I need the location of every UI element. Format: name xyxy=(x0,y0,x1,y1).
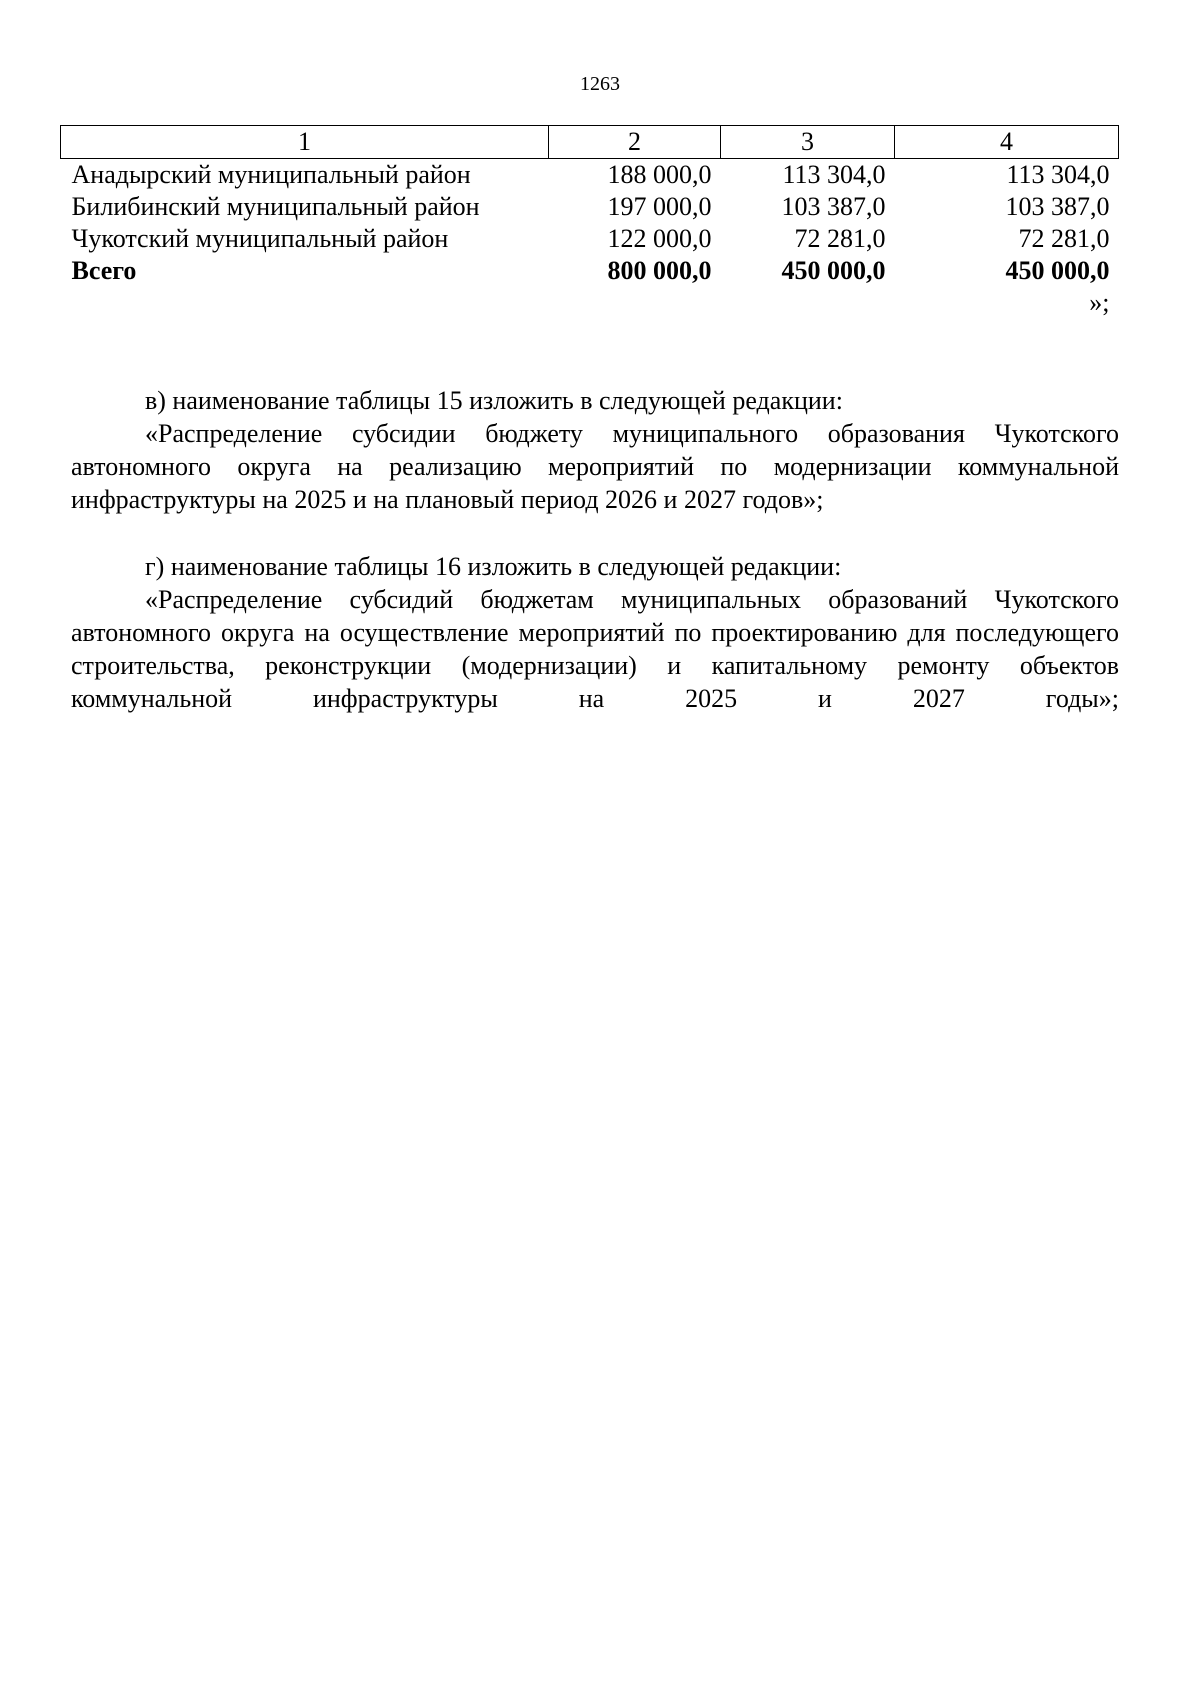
row-name: Чукотский муниципальный район xyxy=(71,224,449,253)
row-value-col2: 197 000,0 xyxy=(607,192,712,221)
table-row xyxy=(61,223,1119,255)
row-name: Анадырский муниципальный район xyxy=(71,160,471,189)
total-value-col3: 450 000,0 xyxy=(781,256,886,285)
table-row xyxy=(61,191,1119,223)
row-value-col2: 188 000,0 xyxy=(607,160,712,189)
header-cell-1: 1 xyxy=(61,126,549,159)
table-body xyxy=(61,159,1119,320)
total-value-col2: 800 000,0 xyxy=(607,256,712,285)
total-label: Всего xyxy=(71,256,137,285)
row-value-col2: 122 000,0 xyxy=(607,224,712,253)
amendment-new-title: «Распределение субсидий бюджетам муниципальных образований Чукотского автономного округа на осуществление мероприятий по проектированию для последующего строительства, реконструкции (модернизации) и капитальному ремонту объектов коммунальной инфраструктуры на 2025 и 2027 годы»; xyxy=(71,585,1119,713)
row-value-col3: 113 304,0 xyxy=(782,160,886,189)
amendment-intro: г) наименование таблицы 16 изложить в следующей редакции: xyxy=(145,552,842,581)
amendment-section-g xyxy=(71,550,1119,715)
table-header xyxy=(61,126,1119,159)
table-header-row xyxy=(61,126,1119,159)
table-row xyxy=(61,159,1119,192)
row-value-col3: 103 387,0 xyxy=(781,192,886,221)
row-value-col4: 103 387,0 xyxy=(1005,192,1110,221)
header-cell-3: 3 xyxy=(721,126,895,159)
header-cell-2: 2 xyxy=(549,126,721,159)
total-value-col4: 450 000,0 xyxy=(1005,256,1110,285)
row-value-col4: 113 304,0 xyxy=(1006,160,1110,189)
subsidy-table xyxy=(60,125,1119,319)
table-closing-row xyxy=(61,287,1119,319)
amendment-section-v xyxy=(71,384,1119,516)
table-total-row xyxy=(61,255,1119,287)
header-cell-4: 4 xyxy=(895,126,1119,159)
row-name: Билибинский муниципальный район xyxy=(71,192,480,221)
row-value-col4: 72 281,0 xyxy=(1018,224,1110,253)
page-number: 1263 xyxy=(580,73,620,95)
amendment-intro: в) наименование таблицы 15 изложить в следующей редакции: xyxy=(145,386,843,415)
closing-quote-mark: »; xyxy=(1089,288,1110,317)
row-value-col3: 72 281,0 xyxy=(794,224,886,253)
amendment-new-title: «Распределение субсидии бюджету муниципального образования Чукотского автономного округа на реализацию мероприятий по модернизации коммунальной инфраструктуры на 2025 и на плановый период 2026 и 2027 годов»; xyxy=(71,419,1119,514)
